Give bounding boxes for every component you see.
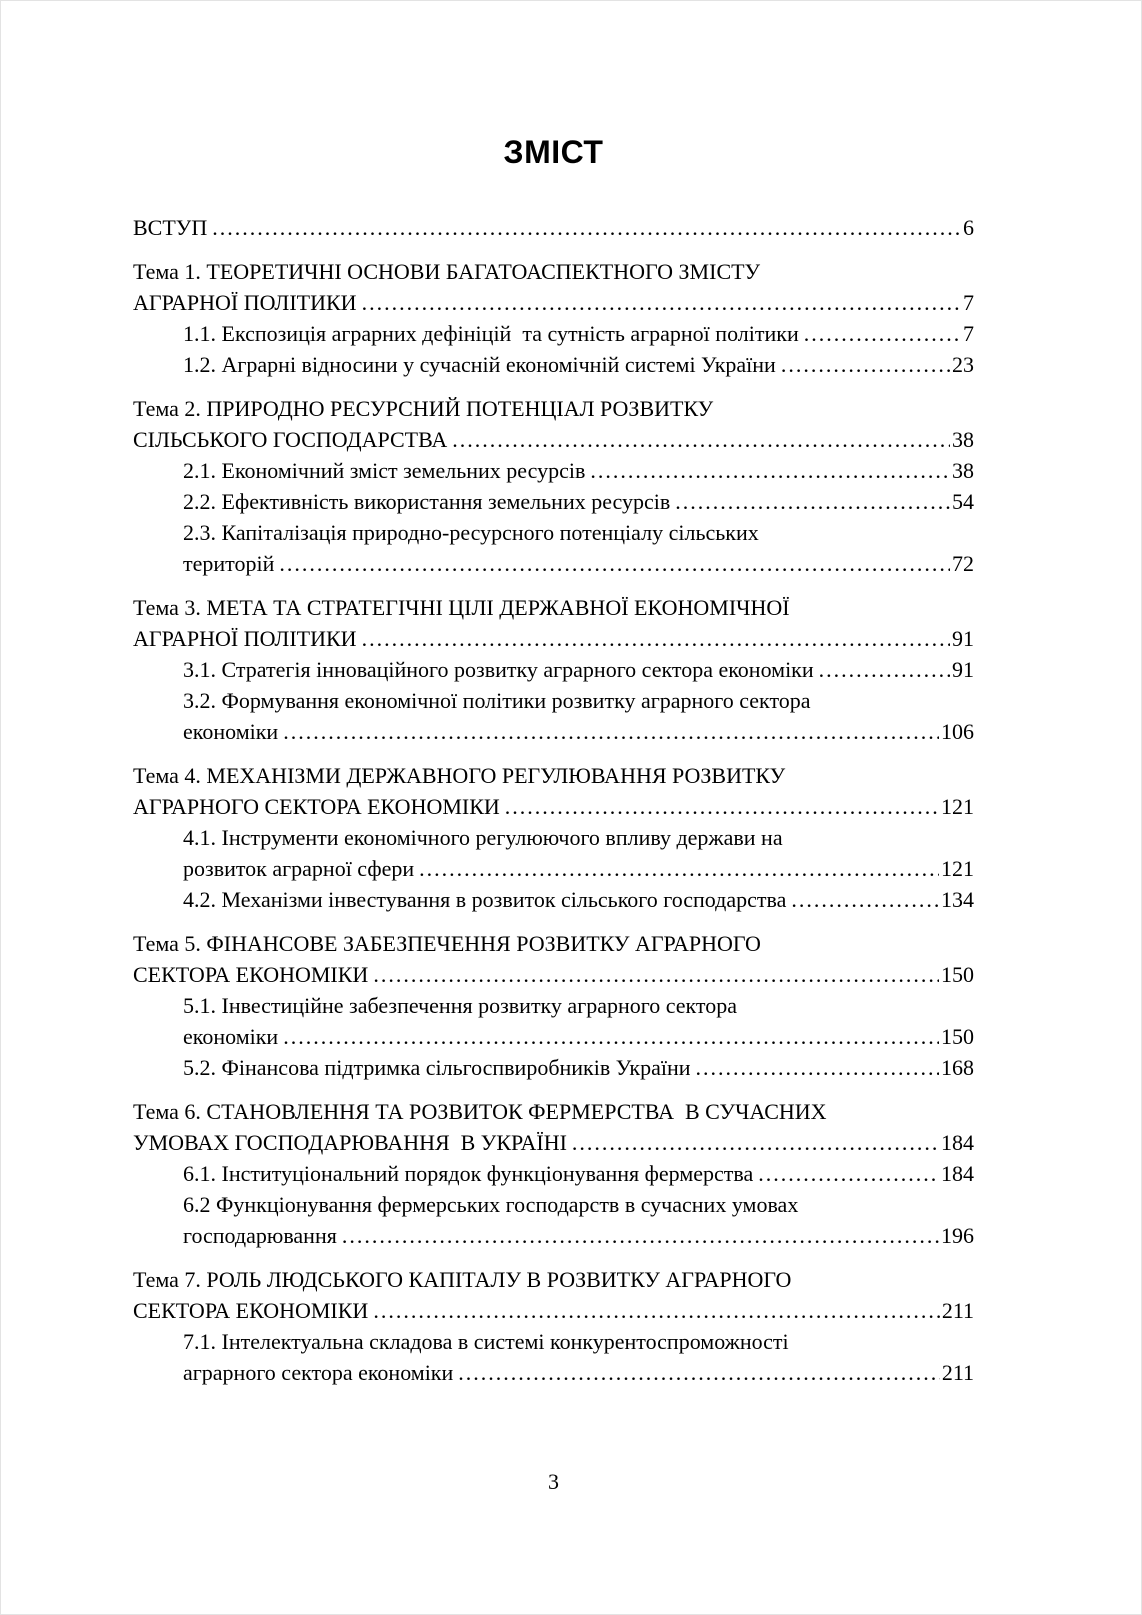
toc-entry-line: [183, 654, 974, 685]
toc-entry-line: [133, 393, 974, 424]
table-of-contents: [133, 212, 974, 1388]
toc-entry-line: [183, 1158, 974, 1189]
toc-entry: [133, 760, 974, 822]
toc-page-ref: 150: [941, 962, 974, 987]
toc-page-ref: 134: [941, 887, 974, 912]
toc-entry: [133, 455, 974, 486]
dot-leader: [675, 486, 950, 517]
toc-entry-text: Тема 6. СТАНОВЛЕННЯ ТА РОЗВИТОК ФЕРМЕРСТВА В СУЧАСНИХ: [133, 1099, 827, 1124]
toc-entry-text: АГРАРНОЇ ПОЛІТИКИ: [133, 290, 357, 315]
toc-page-ref: 91: [952, 626, 974, 651]
toc-page-ref: 23: [952, 352, 974, 377]
toc-page-ref: 121: [941, 856, 974, 881]
dot-leader: [362, 287, 961, 318]
toc-entry: [133, 256, 974, 318]
toc-entry-line: [133, 1295, 974, 1326]
toc-entry-line: [133, 424, 974, 455]
toc-entry-text: 4.1. Інструменти економічного регулюючого впливу держави на: [183, 825, 783, 850]
toc-entry-text: АГРАРНОГО СЕКТОРА ЕКОНОМІКИ: [133, 794, 500, 819]
toc-entry: [133, 212, 974, 243]
toc-page-ref: 54: [952, 489, 974, 514]
toc-page-ref: 38: [952, 458, 974, 483]
toc-entry-text: УМОВАХ ГОСПОДАРЮВАННЯ В УКРАЇНІ: [133, 1130, 567, 1155]
toc-entry: [133, 349, 974, 380]
dot-leader: [452, 424, 950, 455]
dot-leader: [696, 1052, 939, 1083]
page-title: ЗМІСТ: [503, 134, 604, 170]
toc-page-ref: 106: [941, 719, 974, 744]
toc-entry-text: економіки: [183, 719, 279, 744]
toc-page-ref: 91: [952, 657, 974, 682]
toc-entry-text: розвиток аграрної сфери: [183, 856, 415, 881]
toc-page-ref: 184: [941, 1161, 974, 1186]
toc-entry: [133, 1189, 974, 1251]
toc-entry-line: [133, 959, 974, 990]
toc-entry: [133, 1326, 974, 1388]
toc-entry-text: 6.2 Функціонування фермерських господарств в сучасних умовах: [183, 1192, 799, 1217]
toc-entry-text: 2.2. Ефективність використання земельних ресурсів: [183, 489, 671, 514]
toc-entry-line: [133, 623, 974, 654]
toc-entry-line: [183, 1021, 974, 1052]
toc-entry: [133, 1158, 974, 1189]
toc-entry: [133, 486, 974, 517]
toc-entry-text: 3.1. Стратегія інноваційного розвитку аграрного сектора економіки: [183, 657, 814, 682]
toc-entry-text: ВСТУП: [133, 215, 208, 240]
toc-entry-text: 5.1. Інвестиційне забезпечення розвитку аграрного сектора: [183, 993, 738, 1018]
toc-entry-line: [183, 1189, 974, 1220]
toc-entry-line: [133, 791, 974, 822]
toc-entry-line: [183, 486, 974, 517]
dot-leader: [819, 654, 950, 685]
toc-entry-line: [133, 760, 974, 791]
dot-leader: [373, 959, 939, 990]
dot-leader: [342, 1220, 939, 1251]
toc-entry-line: [133, 1264, 974, 1295]
toc-entry-text: Тема 7. РОЛЬ ЛЮДСЬКОГО КАПІТАЛУ В РОЗВИТКУ АГРАРНОГО: [133, 1267, 792, 1292]
toc-entry-line: [183, 853, 974, 884]
dot-leader: [758, 1158, 939, 1189]
dot-leader: [572, 1127, 939, 1158]
toc-entry-text: економіки: [183, 1024, 279, 1049]
toc-entry-line: [133, 1127, 974, 1158]
dot-leader: [373, 1295, 940, 1326]
page-number: 3: [548, 1469, 559, 1494]
toc-entry-line: [183, 349, 974, 380]
toc-entry: [133, 822, 974, 884]
toc-entry-line: [133, 287, 974, 318]
toc-page-ref: 38: [952, 427, 974, 452]
toc-entry-line: [183, 685, 974, 716]
toc-entry-text: Тема 3. МЕТА ТА СТРАТЕГІЧНІ ЦІЛІ ДЕРЖАВНОЇ ЕКОНОМІЧНОЇ: [133, 595, 790, 620]
toc-entry-text: СІЛЬСЬКОГО ГОСПОДАРСТВА: [133, 427, 448, 452]
toc-entry-line: [183, 716, 974, 747]
dot-leader: [279, 548, 950, 579]
dot-leader: [791, 884, 939, 915]
toc-entry-text: 1.1. Експозиція аграрних дефініцій та сутність аграрної політики: [183, 321, 799, 346]
dot-leader: [283, 716, 939, 747]
toc-entry-text: господарювання: [183, 1223, 337, 1248]
toc-entry-line: [183, 1326, 974, 1357]
toc-entry: [133, 393, 974, 455]
toc-entry-line: [133, 1096, 974, 1127]
toc-entry-text: 1.2. Аграрні відносини у сучасній економічній системі України: [183, 352, 776, 377]
toc-entry-line: [183, 822, 974, 853]
dot-leader: [362, 623, 950, 654]
dot-leader: [419, 853, 939, 884]
toc-entry-text: АГРАРНОЇ ПОЛІТИКИ: [133, 626, 357, 651]
toc-page-ref: 72: [952, 551, 974, 576]
toc-page-ref: 6: [963, 215, 974, 240]
toc-entry-line: [183, 1220, 974, 1251]
toc-page-ref: 168: [941, 1055, 974, 1080]
dot-leader: [590, 455, 950, 486]
toc-entry: [133, 517, 974, 579]
toc-entry-line: [183, 455, 974, 486]
toc-entry-text: Тема 4. МЕХАНІЗМИ ДЕРЖАВНОГО РЕГУЛЮВАННЯ РОЗВИТКУ: [133, 763, 786, 788]
toc-entry-line: [183, 517, 974, 548]
dot-leader: [781, 349, 950, 380]
toc-entry-text: СЕКТОРА ЕКОНОМІКИ: [133, 962, 369, 987]
toc-page-ref: 196: [941, 1223, 974, 1248]
toc-page-ref: 211: [941, 1298, 974, 1323]
toc-entry-line: [183, 318, 974, 349]
dot-leader: [505, 791, 939, 822]
toc-entry-line: [183, 1052, 974, 1083]
toc-entry-line: [183, 1357, 974, 1388]
toc-entry-line: [133, 212, 974, 243]
toc-entry: [133, 1052, 974, 1083]
toc-page-ref: 184: [941, 1130, 974, 1155]
toc-entry-line: [133, 928, 974, 959]
toc-entry: [133, 685, 974, 747]
toc-entry: [133, 1264, 974, 1326]
toc-entry: [133, 990, 974, 1052]
toc-entry: [133, 318, 974, 349]
toc-entry-text: Тема 5. ФІНАНСОВЕ ЗАБЕЗПЕЧЕННЯ РОЗВИТКУ АГРАРНОГО: [133, 931, 761, 956]
toc-page-ref: 121: [941, 794, 974, 819]
dot-leader: [804, 318, 961, 349]
dot-leader: [212, 212, 961, 243]
dot-leader: [283, 1021, 939, 1052]
toc-entry: [133, 928, 974, 990]
toc-entry-line: [133, 592, 974, 623]
toc-entry-text: Тема 2. ПРИРОДНО РЕСУРСНИЙ ПОТЕНЦІАЛ РОЗВИТКУ: [133, 396, 714, 421]
toc-entry-text: територій: [183, 551, 275, 576]
toc-entry: [133, 654, 974, 685]
toc-entry-line: [183, 884, 974, 915]
toc-entry-text: Тема 1. ТЕОРЕТИЧНІ ОСНОВИ БАГАТОАСПЕКТНОГО ЗМІСТУ: [133, 259, 761, 284]
toc-entry-text: 4.2. Механізми інвестування в розвиток сільського господарства: [183, 887, 787, 912]
toc-entry-text: 5.2. Фінансова підтримка сільгоспвиробників України: [183, 1055, 691, 1080]
toc-entry-line: [183, 548, 974, 579]
toc-entry: [133, 1096, 974, 1158]
toc-page-ref: 7: [963, 321, 974, 346]
toc-entry-text: 2.3. Капіталізація природно-ресурсного потенціалу сільських: [183, 520, 759, 545]
toc-page-ref: 150: [941, 1024, 974, 1049]
toc-entry-text: аграрного сектора економіки: [183, 1360, 454, 1385]
toc-entry-line: [133, 256, 974, 287]
toc-entry: [133, 884, 974, 915]
toc-entry-text: СЕКТОРА ЕКОНОМІКИ: [133, 1298, 369, 1323]
toc-page-ref: 7: [963, 290, 974, 315]
toc-entry-line: [183, 990, 974, 1021]
toc-entry-text: 7.1. Інтелектуальна складова в системі конкурентоспроможності: [183, 1329, 789, 1354]
toc-page-ref: 211: [941, 1360, 974, 1385]
toc-entry-text: 6.1. Інституціональний порядок функціонування фермерства: [183, 1161, 754, 1186]
toc-entry-text: 3.2. Формування економічної політики розвитку аграрного сектора: [183, 688, 811, 713]
toc-entry-text: 2.1. Економічний зміст земельних ресурсів: [183, 458, 586, 483]
toc-entry: [133, 592, 974, 654]
dot-leader: [458, 1357, 940, 1388]
